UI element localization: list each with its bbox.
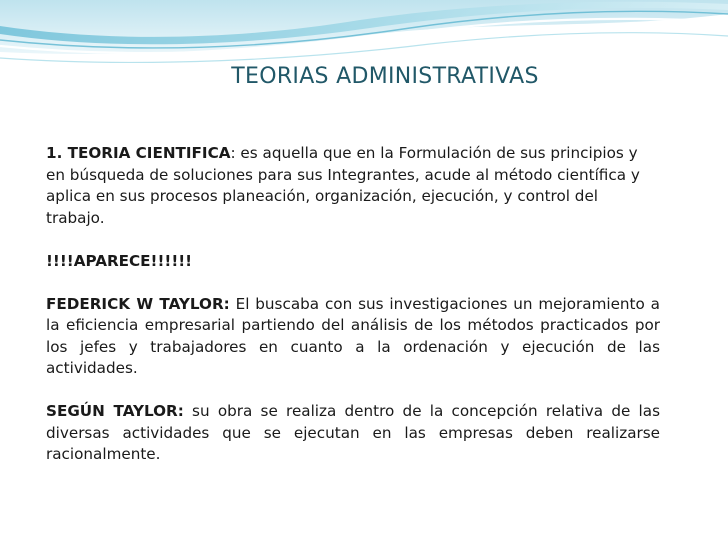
paragraph-label: 1. TEORIA CIENTIFICA	[46, 144, 231, 162]
paragraph-label: !!!!APARECE!!!!!!	[46, 251, 193, 270]
paragraph-text: El buscaba con sus investigaciones un mejoramiento a la eficiencia empresarial partiendo del análisis de los métodos practicados por los jefes y trabajadores en cuanto a la ordenación y ejecución de las actividades.	[46, 294, 660, 377]
paragraph-teoria-cientifica	[46, 143, 660, 229]
slide-title: TEORIAS ADMINISTRATIVAS	[231, 64, 539, 89]
slide-body	[46, 143, 660, 466]
paragraph-label: SEGÚN TAYLOR:	[46, 402, 184, 420]
paragraph-segun-taylor	[46, 401, 660, 466]
paragraph-text: : es aquella que en la Formulación de sus principios y en búsqueda de soluciones para sus Integrantes, acude al método científica y aplica en sus procesos planeación, organización, ejecución, y control del trabajo.	[46, 144, 640, 227]
paragraph-text: su obra se realiza dentro de la concepción relativa de las diversas actividades que se ejecutan en las empresas deben realizarse racionalmente.	[46, 402, 660, 463]
paragraph-aparece	[46, 251, 660, 273]
decorative-wave-header	[0, 0, 728, 70]
paragraph-federick-taylor	[46, 294, 660, 380]
paragraph-label: FEDERICK W TAYLOR:	[46, 294, 230, 313]
